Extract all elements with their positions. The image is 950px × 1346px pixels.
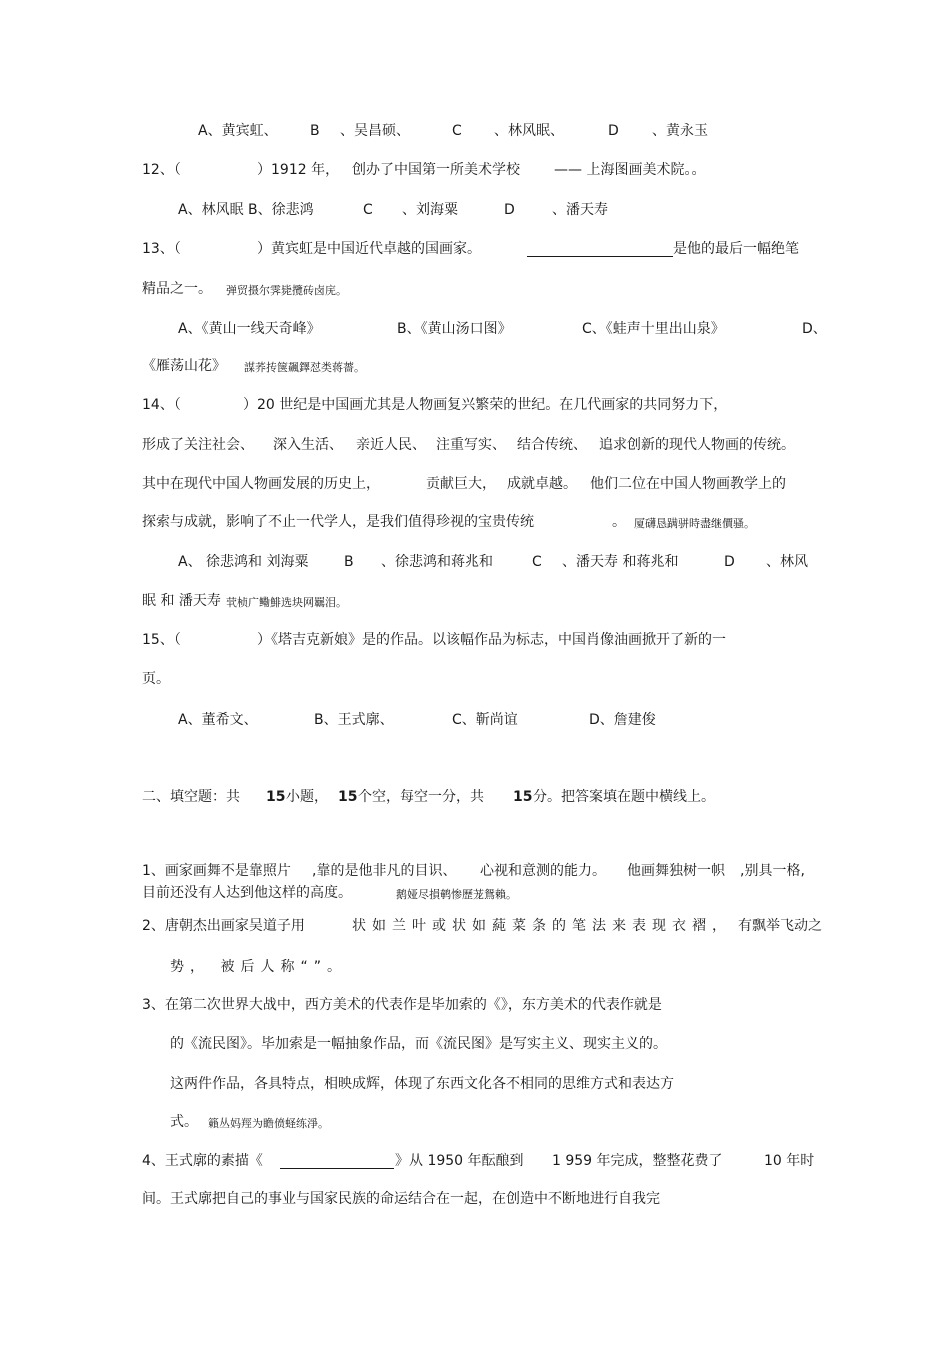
q15-option-c: C、靳尚谊 (452, 712, 518, 728)
q14-options-small: 茕桢广鳓鯡选块网羈泪。 (226, 596, 347, 609)
q13-blank[interactable] (527, 240, 673, 257)
q13-options-small: 謀荞抟箧飆鐸怼类蒋薔。 (244, 361, 365, 374)
fill1-e: ,别具一格, (740, 863, 805, 879)
q14-l2c: 亲近人民、 (356, 437, 426, 453)
q14-option-b: 、徐悲鸿和蒋兆和 (381, 554, 493, 570)
q14-option-c: 、潘天寿 和蒋兆和 (562, 554, 679, 570)
q14-l2d: 注重写实、 (436, 437, 506, 453)
fill3-line2-text: 的《流民图》。毕加索是一幅抽象作品，而《流民图》是写实主义、现实主义的。 (170, 1036, 667, 1052)
q13-option-b: B、《黄山汤口图》 (397, 321, 512, 337)
q14-l3a: 其中在现代中国人物画发展的历史上， (142, 476, 380, 492)
section2-b: 小题， (286, 789, 328, 805)
fill3-small: 籟丛妈羥为瞻偾蛏练淨。 (208, 1117, 329, 1130)
q14-l2a: 形成了关注社会、 (142, 437, 254, 453)
q15-option-d: D、詹建俊 (589, 712, 656, 728)
fill1-a: 1、画家画舞不是靠照片 (142, 863, 291, 879)
q11-option-c-letter: C (452, 123, 462, 139)
fill1-small: 鹅娅尽損鹌惨歷茏鴛賴。 (396, 888, 517, 901)
fill2-c: 有飘举飞动之 (738, 918, 822, 934)
q14-text: ）20 世纪是中国画尤其是人物画复兴繁荣的世纪。在几代画家的共同努力下， (243, 397, 728, 413)
fill4-b: 》从 1950 年酝酿到 (395, 1153, 524, 1169)
q13-option-c: C、《蛙声十里出山泉》 (582, 321, 725, 337)
q13-option-d-cont: 《雁荡山花》 (142, 358, 226, 374)
fill4-a: 4、王式廓的素描《 (142, 1153, 263, 1169)
q15-number: 15、（ (142, 632, 181, 648)
q13-after-blank: 是他的最后一幅绝笔 (673, 241, 799, 257)
q14-line4-small: 厦礴恳蹒骈時盡继價骚。 (634, 517, 755, 530)
q12-text: 创办了中国第一所美术学校 (352, 162, 520, 178)
fill1-b: ,靠的是他非凡的目识、 (312, 863, 457, 879)
section2-n1: 15 (266, 789, 286, 805)
fill2-b: 状如兰叶或状如蒓菜条的笔法来表现衣褶， (352, 918, 732, 934)
q14-l3c: 成就卓越。 (507, 476, 577, 492)
section2-n3: 15 (513, 789, 533, 805)
q12-option-d: 、潘天寿 (552, 202, 608, 218)
fill3-line3-text: 这两件作品，各具特点，相映成辉，体现了东西文化各不相同的思维方式和表达方 (170, 1076, 674, 1092)
q14-option-d-cont: 眠 和 潘天寿 (142, 593, 221, 609)
q14-l4b: 。 (612, 514, 626, 530)
q15-option-a: A、董希文、 (178, 712, 258, 728)
fill1-line2-text: 目前还没有人达到他这样的高度。 (142, 885, 352, 901)
fill1-c: 心视和意测的能力。 (480, 863, 606, 879)
q12-option-c: 、刘海粟 (402, 202, 458, 218)
q14-option-b-letter: B (344, 554, 354, 570)
q11-option-a: A、黄宾虹、 (198, 123, 278, 139)
fill2-line2-text: 势， 被后人称“”。 (170, 959, 347, 975)
q11-option-b-letter: B (310, 123, 320, 139)
q14-option-d-letter: D (724, 554, 735, 570)
fill3-line4-text: 式。 (170, 1114, 198, 1130)
section2-a: 二、填空题：共 (142, 789, 240, 805)
q14-l3b: 贡献巨大， (426, 476, 496, 492)
q13-number: 13、（ (142, 241, 181, 257)
fill1-d: 他画舞独树一帜 (627, 863, 725, 879)
q15-option-b: B、王式廓、 (314, 712, 394, 728)
q11-option-d-letter: D (608, 123, 619, 139)
q13-text: ）黄宾虹是中国近代卓越的国画家。 (257, 241, 481, 257)
q12-option-c-letter: C (363, 202, 373, 218)
section2-n2: 15 (338, 789, 358, 805)
q14-l2b: 深入生活、 (273, 437, 343, 453)
fill4-line2-text: 间。王式廓把自己的事业与国家民族的命运结合在一起，在创造中不断地进行自我完 (142, 1191, 660, 1207)
q14-l2f: 追求创新的现代人物画的传统。 (599, 437, 795, 453)
fill4-d: 10 年时 (764, 1153, 815, 1169)
q14-option-a: A、 徐悲鸿和 刘海粟 (178, 554, 309, 570)
q12-option-d-letter: D (504, 202, 515, 218)
q12-dash: —— 上海图画美术院。。 (554, 162, 706, 178)
q11-option-b: 、吴昌硕、 (340, 123, 410, 139)
q15-line2-text: 页。 (142, 671, 170, 687)
q14-l3d: 他们二位在中国人物画教学上的 (590, 476, 786, 492)
fill4-c: 1 959 年完成，整整花费了 (552, 1153, 723, 1169)
q14-l4a: 探索与成就，影响了不止一代学人，是我们值得珍视的宝贵传统 (142, 514, 534, 530)
q11-option-d: 、黄永玉 (652, 123, 708, 139)
q13-line2-text: 精品之一。 (142, 281, 212, 297)
q14-number: 14、（ (142, 397, 181, 413)
q12-option-ab: A、林风眠 B、徐悲鸿 (178, 202, 314, 218)
q14-option-d: 、林风 (766, 554, 808, 570)
q13-option-d: D、 (802, 321, 827, 337)
q12-number: 12、（ (142, 162, 181, 178)
q13-option-a: A、《黄山一线天奇峰》 (178, 321, 321, 337)
q12-paren: ）1912 年， (257, 162, 340, 178)
section2-d: 分。把答案填在题中横线上。 (533, 789, 715, 805)
q15-text: ）《塔吉克新娘》是的作品。以该幅作品为标志，中国肖像油画掀开了新的一 (257, 632, 726, 648)
fill4-blank[interactable] (280, 1152, 394, 1169)
q14-l2e: 结合传统、 (517, 437, 587, 453)
fill2-a: 2、唐朝杰出画家吴道子用 (142, 918, 305, 934)
q14-option-c-letter: C (532, 554, 542, 570)
fill3-line1-text: 3、在第二次世界大战中，西方美术的代表作是毕加索的《》，东方美术的代表作就是 (142, 997, 662, 1013)
q11-option-c: 、林风眠、 (494, 123, 564, 139)
q13-line2-small: 弹贸摄尔霁毙攬砖卤庑。 (226, 284, 347, 297)
section2-c: 个空，每空一分，共 (358, 789, 484, 805)
